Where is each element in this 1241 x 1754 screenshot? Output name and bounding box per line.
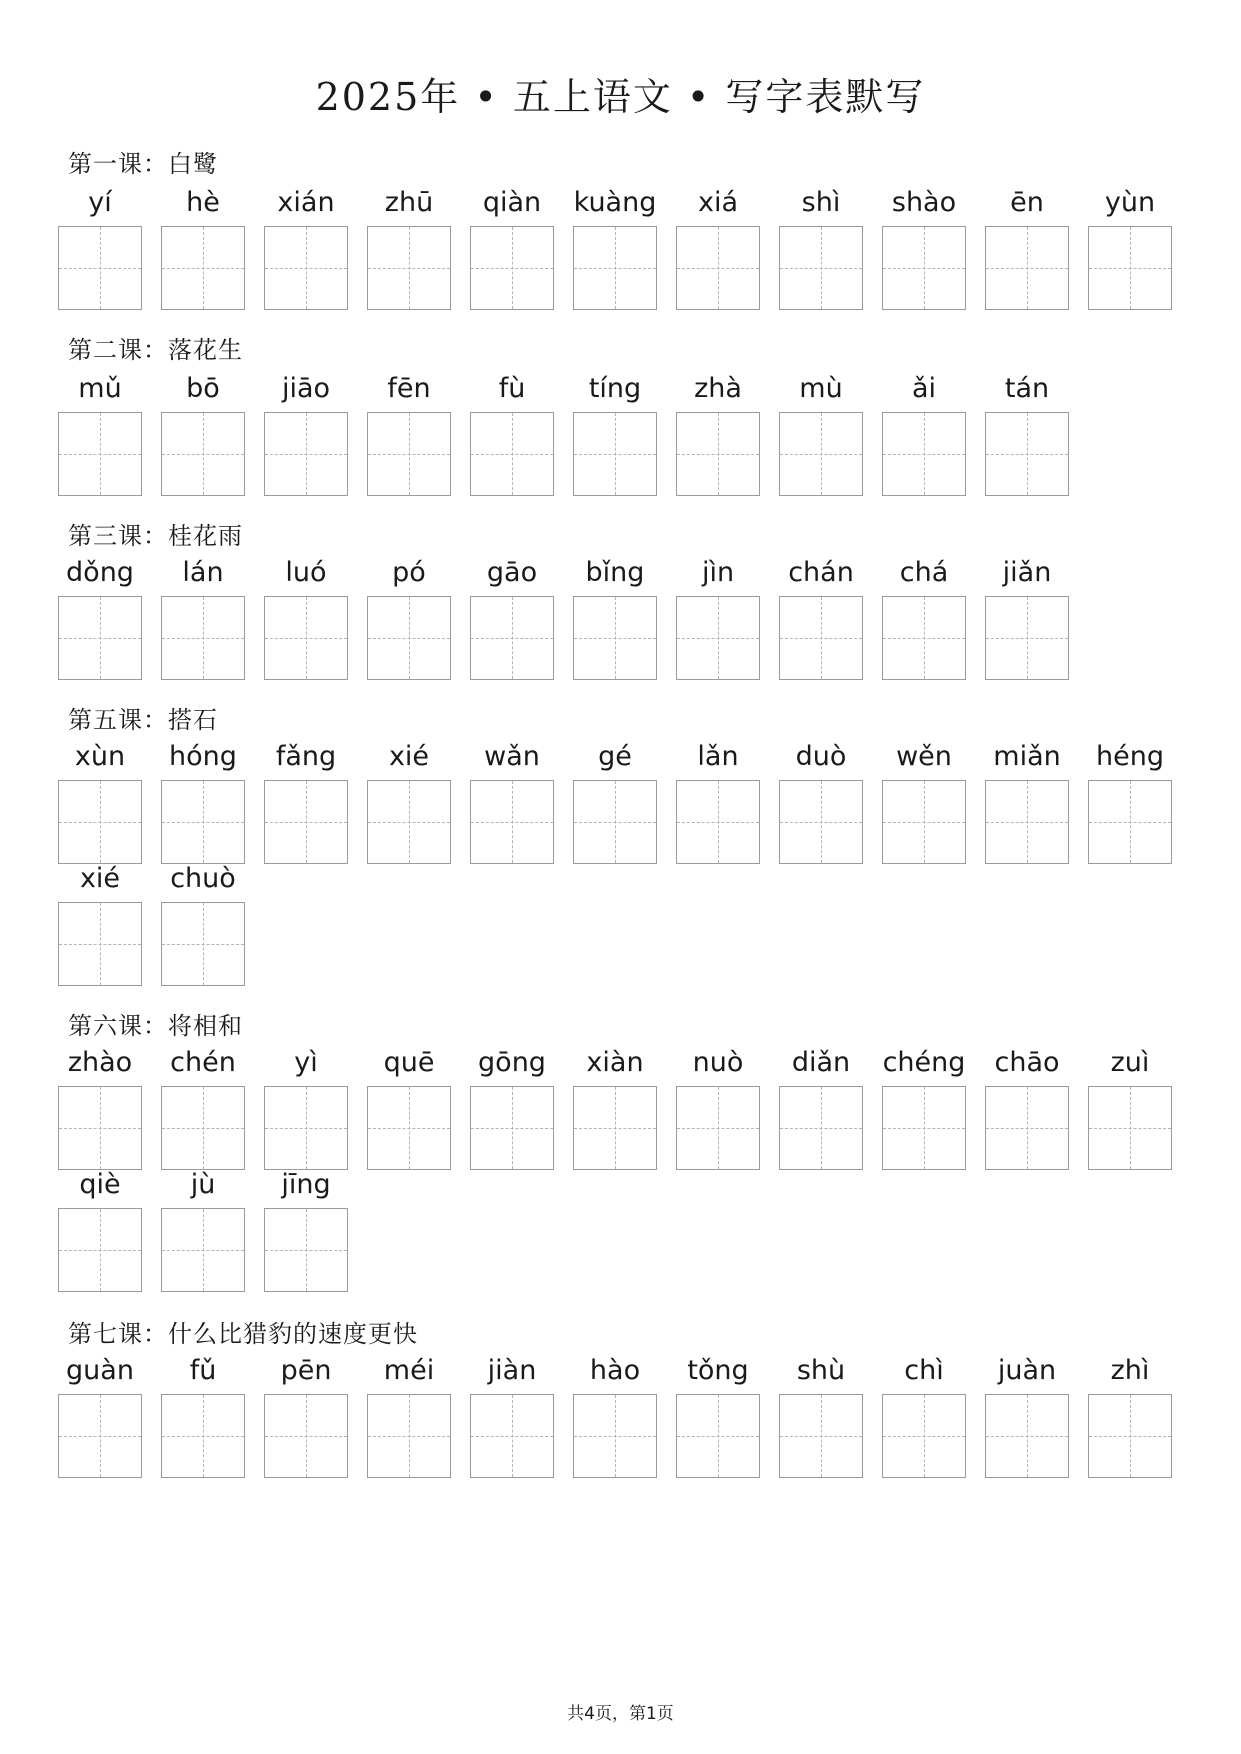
tianzige-writing-box[interactable] (882, 780, 966, 864)
tianzige-writing-box[interactable] (367, 412, 451, 496)
pinyin-label: fēn (387, 373, 431, 404)
tianzige-writing-box[interactable] (161, 1208, 245, 1292)
pinyin-label: ǎi (911, 373, 937, 404)
tianzige-writing-box[interactable] (779, 1394, 863, 1478)
tianzige-writing-box[interactable] (882, 1086, 966, 1170)
grid-guide-horizontal (1089, 1128, 1171, 1129)
grid-guide-horizontal (780, 822, 862, 823)
pinyin-label: qiè (79, 1169, 121, 1200)
grid-guide-horizontal (471, 1128, 553, 1129)
tianzige-writing-box[interactable] (161, 902, 245, 986)
tianzige-writing-box[interactable] (676, 226, 760, 310)
pinyin-label: méi (383, 1355, 435, 1386)
tianzige-writing-box[interactable] (470, 412, 554, 496)
grid-guide-horizontal (368, 1128, 450, 1129)
lesson-title: 第七课：什么比猎豹的速度更快 (68, 1320, 418, 1348)
tianzige-writing-box[interactable] (882, 226, 966, 310)
grid-guide-horizontal (574, 454, 656, 455)
grid-guide-horizontal (471, 1436, 553, 1437)
pinyin-label: pó (392, 557, 426, 588)
grid-guide-horizontal (265, 1436, 347, 1437)
tianzige-writing-box[interactable] (985, 412, 1069, 496)
pinyin-label: pēn (280, 1355, 332, 1386)
pinyin-label: xié (79, 863, 121, 894)
grid-guide-horizontal (986, 1436, 1068, 1437)
tianzige-writing-box[interactable] (58, 596, 142, 680)
grid-guide-horizontal (1089, 822, 1171, 823)
tianzige-writing-box[interactable] (264, 780, 348, 864)
pinyin-label: lǎn (697, 741, 739, 772)
pinyin-label: gāo (486, 557, 538, 588)
grid-guide-horizontal (986, 822, 1068, 823)
grid-guide-horizontal (59, 1436, 141, 1437)
pinyin-label: xié (388, 741, 430, 772)
lesson-title: 第二课：落花生 (68, 336, 243, 364)
grid-guide-horizontal (59, 268, 141, 269)
grid-guide-horizontal (780, 1436, 862, 1437)
tianzige-writing-box[interactable] (58, 1394, 142, 1478)
grid-guide-horizontal (471, 454, 553, 455)
pinyin-label: juàn (997, 1355, 1057, 1386)
pinyin-label: quē (383, 1047, 435, 1078)
pinyin-label: jiàn (487, 1355, 537, 1386)
tianzige-writing-box[interactable] (573, 596, 657, 680)
grid-guide-horizontal (265, 454, 347, 455)
pinyin-label: yí (88, 187, 112, 218)
tianzige-writing-box[interactable] (779, 226, 863, 310)
tianzige-writing-box[interactable] (573, 1086, 657, 1170)
tianzige-writing-box[interactable] (161, 780, 245, 864)
pinyin-label: shù (796, 1355, 846, 1386)
grid-guide-horizontal (780, 268, 862, 269)
grid-guide-horizontal (986, 454, 1068, 455)
pinyin-label: miǎn (993, 741, 1061, 772)
tianzige-writing-box[interactable] (58, 412, 142, 496)
grid-guide-horizontal (677, 638, 759, 639)
grid-guide-horizontal (59, 1128, 141, 1129)
pinyin-label: fǎng (275, 741, 337, 772)
pinyin-label: zhì (1110, 1355, 1150, 1386)
pinyin-label: bǐng (585, 557, 645, 588)
tianzige-writing-box[interactable] (470, 1086, 554, 1170)
pinyin-label: jù (190, 1169, 216, 1200)
grid-guide-horizontal (471, 268, 553, 269)
pinyin-label: mǔ (78, 373, 122, 404)
grid-guide-horizontal (59, 638, 141, 639)
pinyin-label: jiǎn (1002, 557, 1052, 588)
tianzige-writing-box[interactable] (264, 596, 348, 680)
pinyin-label: hào (589, 1355, 641, 1386)
grid-guide-horizontal (59, 822, 141, 823)
tianzige-writing-box[interactable] (58, 226, 142, 310)
grid-guide-horizontal (574, 1128, 656, 1129)
tianzige-writing-box[interactable] (882, 1394, 966, 1478)
tianzige-writing-box[interactable] (1088, 226, 1172, 310)
grid-guide-horizontal (780, 454, 862, 455)
grid-guide-horizontal (368, 454, 450, 455)
grid-guide-horizontal (162, 1128, 244, 1129)
pinyin-label: yì (294, 1047, 318, 1078)
tianzige-writing-box[interactable] (985, 780, 1069, 864)
tianzige-writing-box[interactable] (779, 780, 863, 864)
grid-guide-horizontal (162, 638, 244, 639)
grid-guide-horizontal (265, 268, 347, 269)
tianzige-writing-box[interactable] (264, 1394, 348, 1478)
pinyin-label: dǒng (66, 557, 134, 588)
tianzige-writing-box[interactable] (779, 412, 863, 496)
tianzige-writing-box[interactable] (676, 780, 760, 864)
tianzige-writing-box[interactable] (779, 596, 863, 680)
grid-guide-horizontal (368, 268, 450, 269)
pinyin-label: xiàn (586, 1047, 644, 1078)
grid-guide-horizontal (986, 268, 1068, 269)
pinyin-label: hè (186, 187, 220, 218)
pinyin-label: chuò (170, 863, 236, 894)
grid-guide-horizontal (368, 1436, 450, 1437)
grid-guide-horizontal (162, 822, 244, 823)
pinyin-label: chén (170, 1047, 236, 1078)
page-footer: 共4页，第1页 (567, 1704, 674, 1724)
tianzige-writing-box[interactable] (367, 1394, 451, 1478)
pinyin-label: yùn (1104, 187, 1156, 218)
tianzige-writing-box[interactable] (264, 226, 348, 310)
pinyin-label: gé (598, 741, 632, 772)
tianzige-writing-box[interactable] (676, 412, 760, 496)
pinyin-label: jìn (701, 557, 735, 588)
tianzige-writing-box[interactable] (367, 596, 451, 680)
tianzige-writing-box[interactable] (573, 412, 657, 496)
lesson-title: 第六课：将相和 (68, 1012, 243, 1040)
grid-guide-horizontal (162, 1436, 244, 1437)
tianzige-writing-box[interactable] (779, 1086, 863, 1170)
grid-guide-horizontal (883, 638, 965, 639)
tianzige-writing-box[interactable] (676, 1394, 760, 1478)
tianzige-writing-box[interactable] (264, 412, 348, 496)
pinyin-label: fǔ (189, 1355, 217, 1386)
grid-guide-horizontal (574, 638, 656, 639)
lesson-title: 第一课：白鹭 (68, 150, 218, 178)
grid-guide-horizontal (162, 944, 244, 945)
pinyin-label: duò (795, 741, 847, 772)
grid-guide-horizontal (574, 1436, 656, 1437)
pinyin-label: mù (799, 373, 843, 404)
pinyin-label: diǎn (791, 1047, 851, 1078)
grid-guide-horizontal (986, 1128, 1068, 1129)
pinyin-label: tǒng (687, 1355, 749, 1386)
grid-guide-horizontal (368, 822, 450, 823)
grid-guide-horizontal (780, 638, 862, 639)
tianzige-writing-box[interactable] (58, 1086, 142, 1170)
pinyin-label: zhà (694, 373, 742, 404)
tianzige-writing-box[interactable] (161, 1086, 245, 1170)
tianzige-writing-box[interactable] (985, 596, 1069, 680)
grid-guide-horizontal (677, 1128, 759, 1129)
pinyin-label: ēn (1010, 187, 1044, 218)
tianzige-writing-box[interactable] (161, 596, 245, 680)
tianzige-writing-box[interactable] (58, 780, 142, 864)
tianzige-writing-box[interactable] (264, 1208, 348, 1292)
grid-guide-horizontal (265, 822, 347, 823)
grid-guide-horizontal (162, 454, 244, 455)
pinyin-label: tíng (588, 373, 642, 404)
tianzige-writing-box[interactable] (161, 1394, 245, 1478)
pinyin-label: nuò (692, 1047, 744, 1078)
pinyin-label: chán (788, 557, 854, 588)
pinyin-label: luó (285, 557, 327, 588)
tianzige-writing-box[interactable] (264, 1086, 348, 1170)
grid-guide-horizontal (677, 822, 759, 823)
tianzige-writing-box[interactable] (676, 596, 760, 680)
grid-guide-horizontal (986, 638, 1068, 639)
grid-guide-horizontal (883, 1128, 965, 1129)
tianzige-writing-box[interactable] (573, 1394, 657, 1478)
pinyin-label: guàn (66, 1355, 134, 1386)
grid-guide-horizontal (471, 638, 553, 639)
pinyin-label: xián (277, 187, 335, 218)
pinyin-label: jīng (281, 1169, 331, 1200)
tianzige-writing-box[interactable] (985, 226, 1069, 310)
tianzige-writing-box[interactable] (676, 1086, 760, 1170)
tianzige-writing-box[interactable] (573, 226, 657, 310)
pinyin-label: wǎn (484, 741, 540, 772)
pinyin-label: chāo (994, 1047, 1060, 1078)
lesson-title: 第五课：搭石 (68, 706, 218, 734)
grid-guide-horizontal (883, 454, 965, 455)
tianzige-writing-box[interactable] (1088, 1394, 1172, 1478)
pinyin-label: wěn (896, 741, 952, 772)
pinyin-label: xiá (697, 187, 739, 218)
tianzige-writing-box[interactable] (58, 1208, 142, 1292)
pinyin-label: jiāo (281, 373, 331, 404)
page-title: 2025年 • 五上语文 • 写字表默写 (315, 75, 926, 119)
pinyin-label: bō (186, 373, 220, 404)
tianzige-writing-box[interactable] (367, 780, 451, 864)
tianzige-writing-box[interactable] (1088, 780, 1172, 864)
grid-guide-horizontal (471, 822, 553, 823)
grid-guide-horizontal (59, 944, 141, 945)
pinyin-label: hóng (169, 741, 237, 772)
grid-guide-horizontal (162, 268, 244, 269)
grid-guide-horizontal (59, 1250, 141, 1251)
grid-guide-horizontal (368, 638, 450, 639)
grid-guide-horizontal (883, 1436, 965, 1437)
tianzige-writing-box[interactable] (470, 226, 554, 310)
pinyin-label: lán (182, 557, 224, 588)
pinyin-label: shì (801, 187, 841, 218)
lesson-title: 第三课：桂花雨 (68, 522, 243, 550)
tianzige-writing-box[interactable] (985, 1394, 1069, 1478)
tianzige-writing-box[interactable] (161, 226, 245, 310)
tianzige-writing-box[interactable] (470, 780, 554, 864)
pinyin-label: qiàn (482, 187, 542, 218)
grid-guide-horizontal (265, 1250, 347, 1251)
pinyin-label: gōng (478, 1047, 546, 1078)
grid-guide-horizontal (59, 454, 141, 455)
tianzige-writing-box[interactable] (367, 1086, 451, 1170)
tianzige-writing-box[interactable] (161, 412, 245, 496)
grid-guide-horizontal (1089, 1436, 1171, 1437)
grid-guide-horizontal (780, 1128, 862, 1129)
pinyin-label: tán (1004, 373, 1050, 404)
tianzige-writing-box[interactable] (882, 596, 966, 680)
pinyin-label: zhào (67, 1047, 133, 1078)
pinyin-label: chì (904, 1355, 944, 1386)
grid-guide-horizontal (574, 822, 656, 823)
pinyin-label: xùn (74, 741, 126, 772)
pinyin-label: kuàng (573, 187, 657, 218)
tianzige-writing-box[interactable] (573, 780, 657, 864)
pinyin-label: chéng (882, 1047, 966, 1078)
grid-guide-horizontal (574, 268, 656, 269)
grid-guide-horizontal (883, 268, 965, 269)
grid-guide-horizontal (677, 1436, 759, 1437)
grid-guide-horizontal (883, 822, 965, 823)
pinyin-label: fù (498, 373, 526, 404)
pinyin-label: chá (899, 557, 949, 588)
pinyin-label: shào (891, 187, 957, 218)
tianzige-writing-box[interactable] (58, 902, 142, 986)
grid-guide-horizontal (1089, 268, 1171, 269)
grid-guide-horizontal (677, 268, 759, 269)
tianzige-writing-box[interactable] (882, 412, 966, 496)
tianzige-writing-box[interactable] (1088, 1086, 1172, 1170)
pinyin-label: zhū (384, 187, 434, 218)
grid-guide-horizontal (677, 454, 759, 455)
pinyin-label: zuì (1110, 1047, 1150, 1078)
grid-guide-horizontal (162, 1250, 244, 1251)
tianzige-writing-box[interactable] (367, 226, 451, 310)
grid-guide-horizontal (265, 638, 347, 639)
tianzige-writing-box[interactable] (985, 1086, 1069, 1170)
tianzige-writing-box[interactable] (470, 596, 554, 680)
pinyin-label: héng (1096, 741, 1164, 772)
grid-guide-horizontal (265, 1128, 347, 1129)
tianzige-writing-box[interactable] (470, 1394, 554, 1478)
